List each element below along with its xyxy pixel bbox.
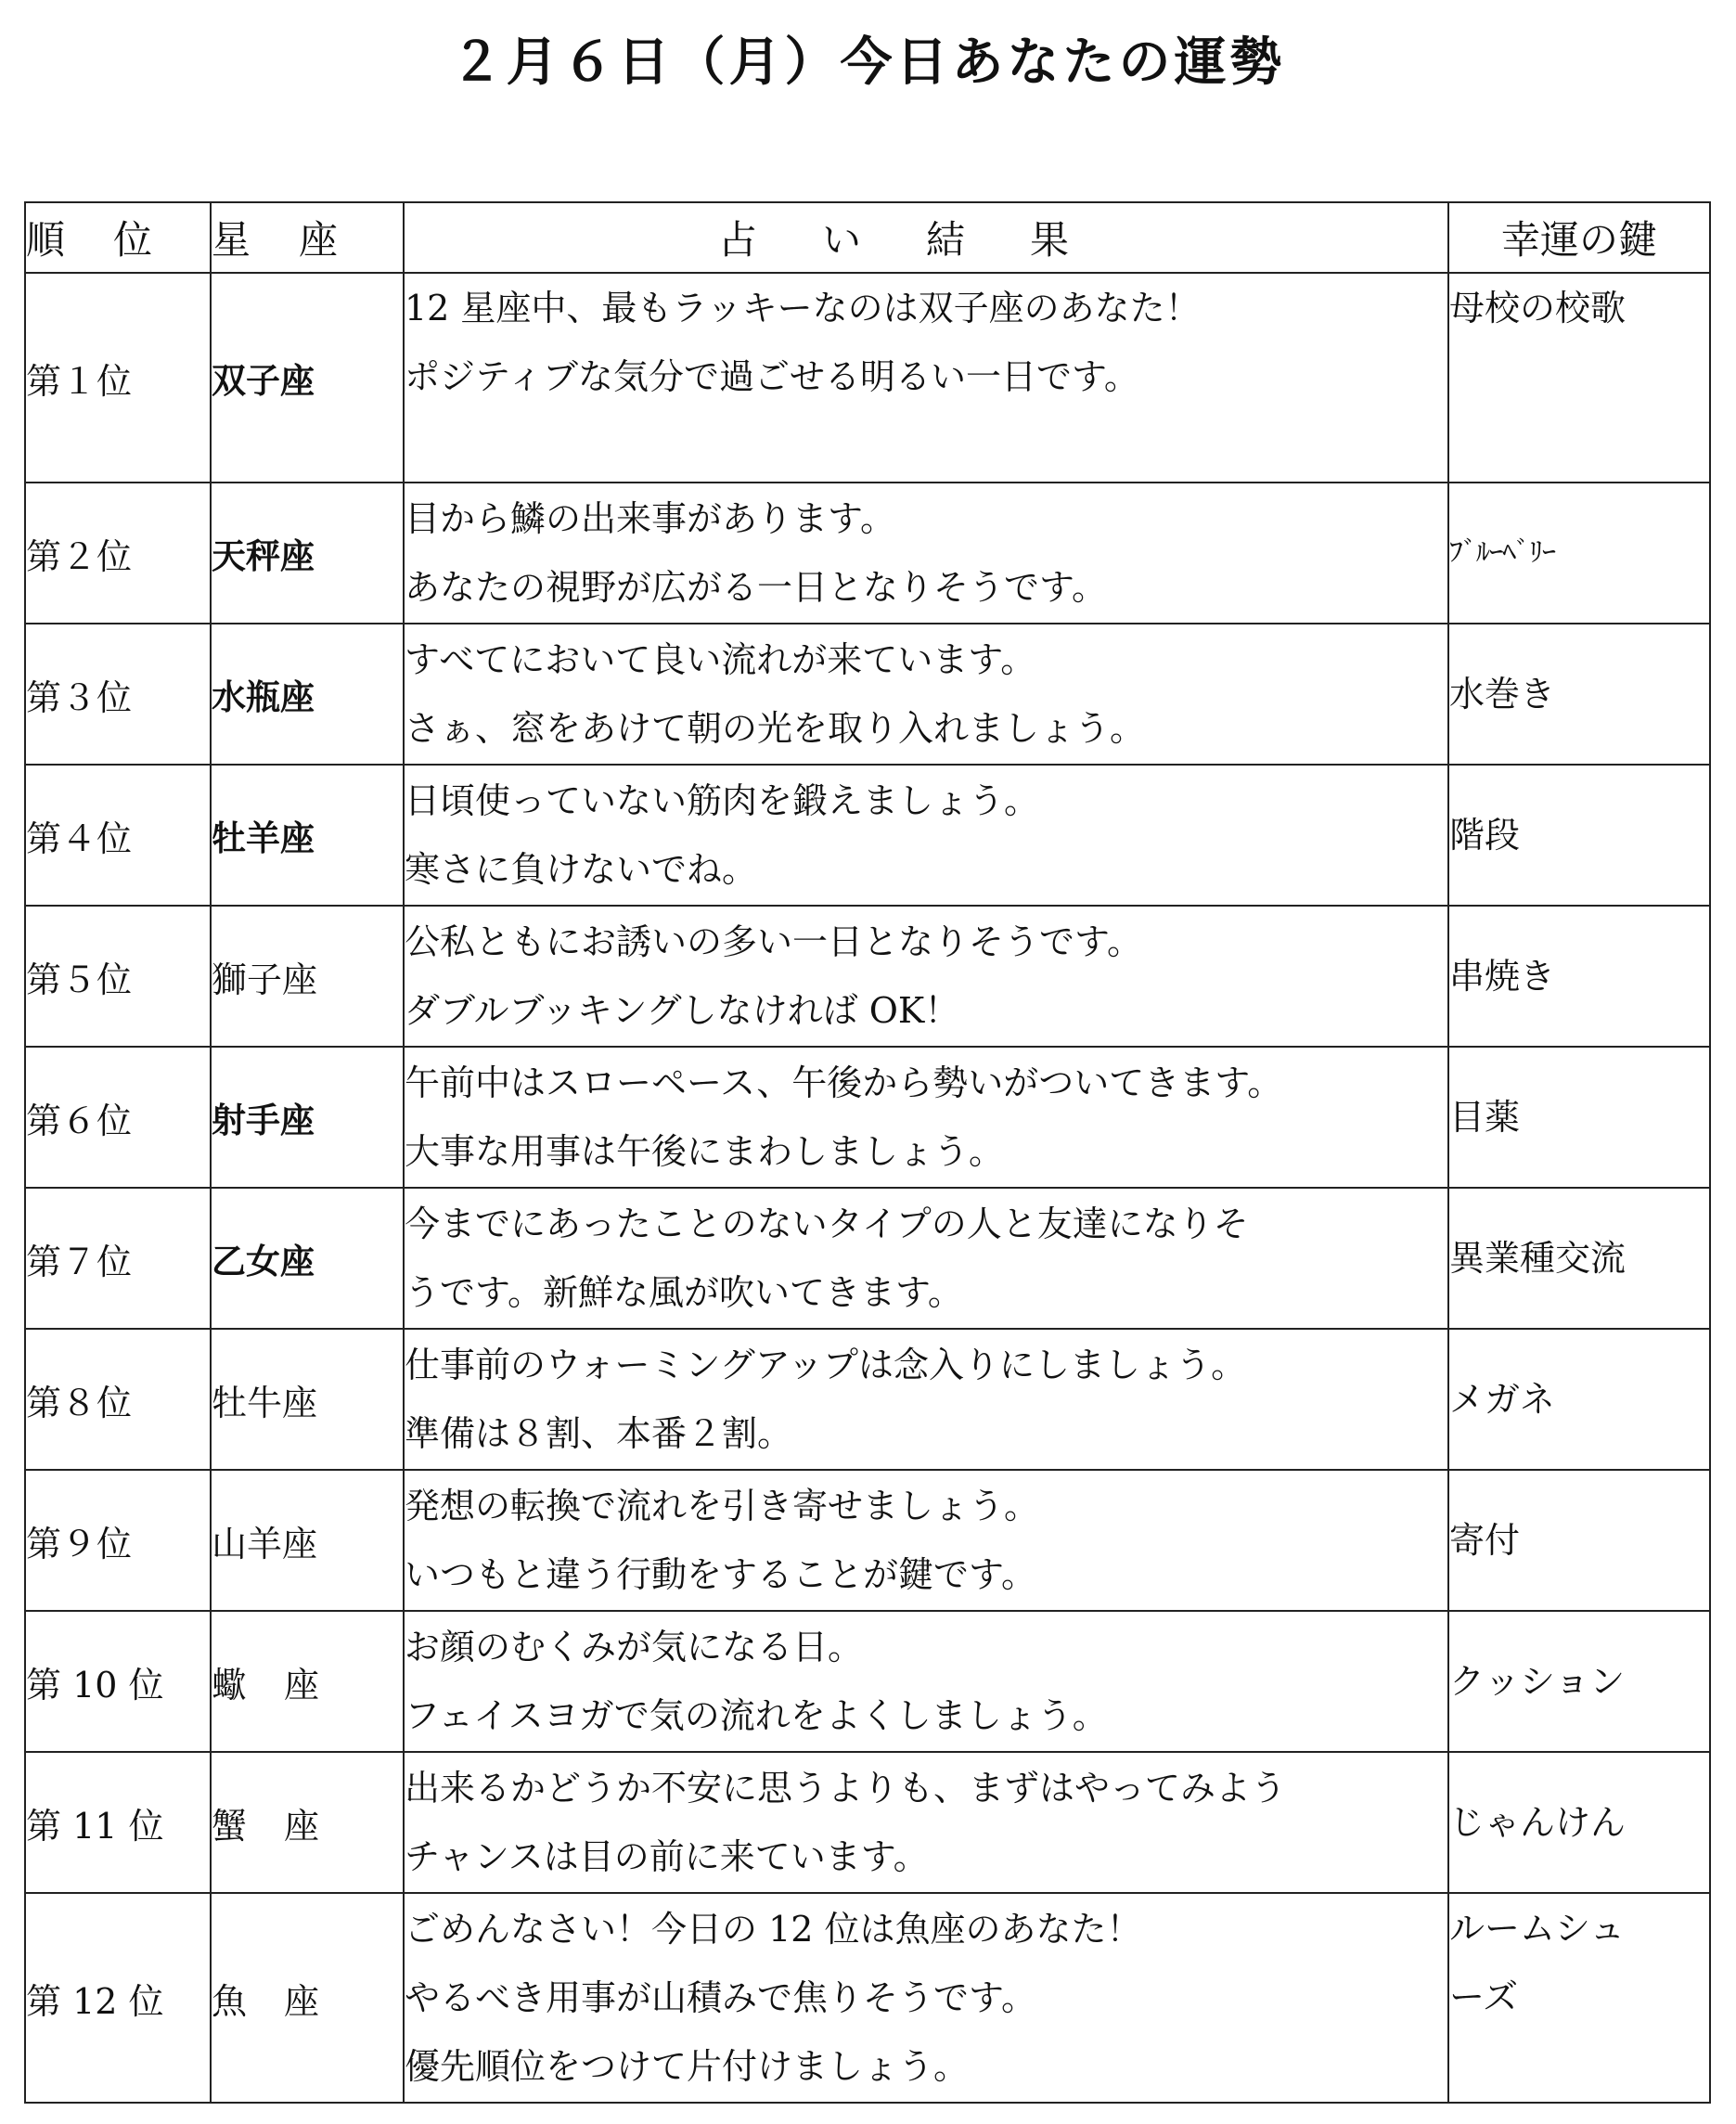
- sign-cell: 山羊座: [211, 1470, 404, 1611]
- key-line: ーズ: [1449, 1976, 1519, 2017]
- result-line: チャンスは目の前に来ています。: [405, 1836, 929, 1877]
- result-line: 午前中はスローペース、午後から勢いがついてきます。: [405, 1062, 1283, 1103]
- result-line: ポジティブな気分で過ごせる明るい一日です。: [405, 356, 1139, 397]
- result-line: やるべき用事が山積みで焦りそうです。: [405, 1977, 1036, 2018]
- result-line: 日頃使っていない筋肉を鍛えましょう。: [405, 780, 1040, 821]
- table-row: [25, 1047, 1710, 1188]
- result-cell: [404, 765, 1448, 906]
- key-cell: クッション: [1448, 1611, 1710, 1752]
- header-sign: 星座: [211, 202, 404, 273]
- sign-cell: 蟹座: [211, 1752, 404, 1893]
- rank-cell: 第 11 位: [25, 1752, 211, 1893]
- result-line: 準備は８割、本番２割。: [405, 1413, 793, 1454]
- result-cell: [404, 1893, 1448, 2103]
- result-line: 仕事前のウォーミングアップは念入りにしましょう。: [405, 1345, 1247, 1385]
- result-cell: [404, 1329, 1448, 1470]
- rank-cell: 第５位: [25, 906, 211, 1047]
- fortune-table: [24, 201, 1711, 2104]
- table-row: [25, 1893, 1710, 2103]
- table-row: [25, 273, 1710, 483]
- sign-cell: 魚座: [211, 1893, 404, 2103]
- page-title: ２月６日（月）今日あなたの運勢: [450, 32, 1286, 93]
- key-cell: 異業種交流: [1448, 1188, 1710, 1329]
- sign-cell: 水瓶座: [211, 624, 404, 765]
- sign-cell: 牡羊座: [211, 765, 404, 906]
- result-line: ごめんなさい！今日の 12 位は魚座のあなた！: [405, 1909, 1142, 1950]
- result-line: 発想の転換で流れを引き寄せましょう。: [405, 1486, 1040, 1526]
- key-cell: メガネ: [1448, 1329, 1710, 1470]
- key-line: ルームシュ: [1449, 1908, 1626, 1949]
- sign-cell: 天秤座: [211, 483, 404, 624]
- result-line: 目から鱗の出来事があります。: [405, 498, 895, 539]
- table-row: [25, 624, 1710, 765]
- rank-cell: 第６位: [25, 1047, 211, 1188]
- table-row: [25, 1329, 1710, 1470]
- result-cell: [404, 1611, 1448, 1752]
- rank-cell: 第９位: [25, 1470, 211, 1611]
- result-cell: [404, 1752, 1448, 1893]
- rank-cell: 第８位: [25, 1329, 211, 1470]
- sign-cell: 射手座: [211, 1047, 404, 1188]
- table-row: [25, 765, 1710, 906]
- result-cell: [404, 1470, 1448, 1611]
- result-cell: [404, 1047, 1448, 1188]
- table-row: [25, 906, 1710, 1047]
- result-line: さぁ、窓をあけて朝の光を取り入れましょう。: [405, 708, 1146, 749]
- result-cell: [404, 1188, 1448, 1329]
- result-line: 12 星座中、最もラッキーなのは双子座のあなた！: [405, 288, 1201, 328]
- key-cell: [1448, 1893, 1710, 2103]
- table-row: [25, 483, 1710, 624]
- key-cell: 串焼き: [1448, 906, 1710, 1047]
- header-result: 占い結果: [404, 202, 1448, 273]
- result-line: 優先順位をつけて片付けましょう。: [405, 2046, 970, 2087]
- result-line: お顔のむくみが気になる日。: [405, 1627, 864, 1667]
- result-cell: [404, 906, 1448, 1047]
- result-cell: [404, 483, 1448, 624]
- result-line: 出来るかどうか不安に思うよりも、まずはやってみよう: [405, 1768, 1287, 1809]
- key-cell: 母校の校歌: [1448, 273, 1710, 483]
- result-line: あなたの視野が広がる一日となりそうです。: [405, 567, 1107, 608]
- result-line: いつもと違う行動をすることが鍵です。: [405, 1554, 1036, 1595]
- table-row: [25, 1611, 1710, 1752]
- rank-cell: 第７位: [25, 1188, 211, 1329]
- sign-cell: 牡牛座: [211, 1329, 404, 1470]
- result-line: ダブルブッキングしなければ OK！: [405, 990, 960, 1031]
- result-line: すべてにおいて良い流れが来ています。: [405, 639, 1036, 680]
- sign-cell: 蠍座: [211, 1611, 404, 1752]
- result-line: フェイスヨガで気の流れをよくしましょう。: [405, 1695, 1108, 1736]
- sign-cell: 乙女座: [211, 1188, 404, 1329]
- table-row: [25, 1470, 1710, 1611]
- rank-cell: 第 12 位: [25, 1893, 211, 2103]
- rank-cell: 第 10 位: [25, 1611, 211, 1752]
- sign-cell: 双子座: [211, 273, 404, 483]
- result-line: うです。新鮮な風が吹いてきます。: [405, 1272, 963, 1313]
- table-row: [25, 1188, 1710, 1329]
- table-header-row: [25, 202, 1710, 273]
- result-cell: [404, 273, 1448, 483]
- result-line: 大事な用事は午後にまわしましょう。: [405, 1131, 1005, 1172]
- rank-cell: 第１位: [25, 273, 211, 483]
- key-cell: 目薬: [1448, 1047, 1710, 1188]
- key-cell: 水巻き: [1448, 624, 1710, 765]
- result-line: 寒さに負けないでね。: [405, 849, 758, 890]
- table-row: [25, 1752, 1710, 1893]
- result-cell: [404, 624, 1448, 765]
- result-line: 今までにあったことのないタイプの人と友達になりそ: [405, 1204, 1249, 1244]
- header-rank: 順位: [25, 202, 211, 273]
- header-key: 幸運の鍵: [1448, 202, 1710, 273]
- sign-cell: 獅子座: [211, 906, 404, 1047]
- key-cell: 寄付: [1448, 1470, 1710, 1611]
- rank-cell: 第２位: [25, 483, 211, 624]
- key-cell: ﾌﾞﾙｰﾍﾞﾘｰ: [1448, 483, 1710, 624]
- result-line: 公私ともにお誘いの多い一日となりそうです。: [405, 921, 1142, 962]
- rank-cell: 第３位: [25, 624, 211, 765]
- rank-cell: 第４位: [25, 765, 211, 906]
- key-cell: じゃんけん: [1448, 1752, 1710, 1893]
- key-cell: 階段: [1448, 765, 1710, 906]
